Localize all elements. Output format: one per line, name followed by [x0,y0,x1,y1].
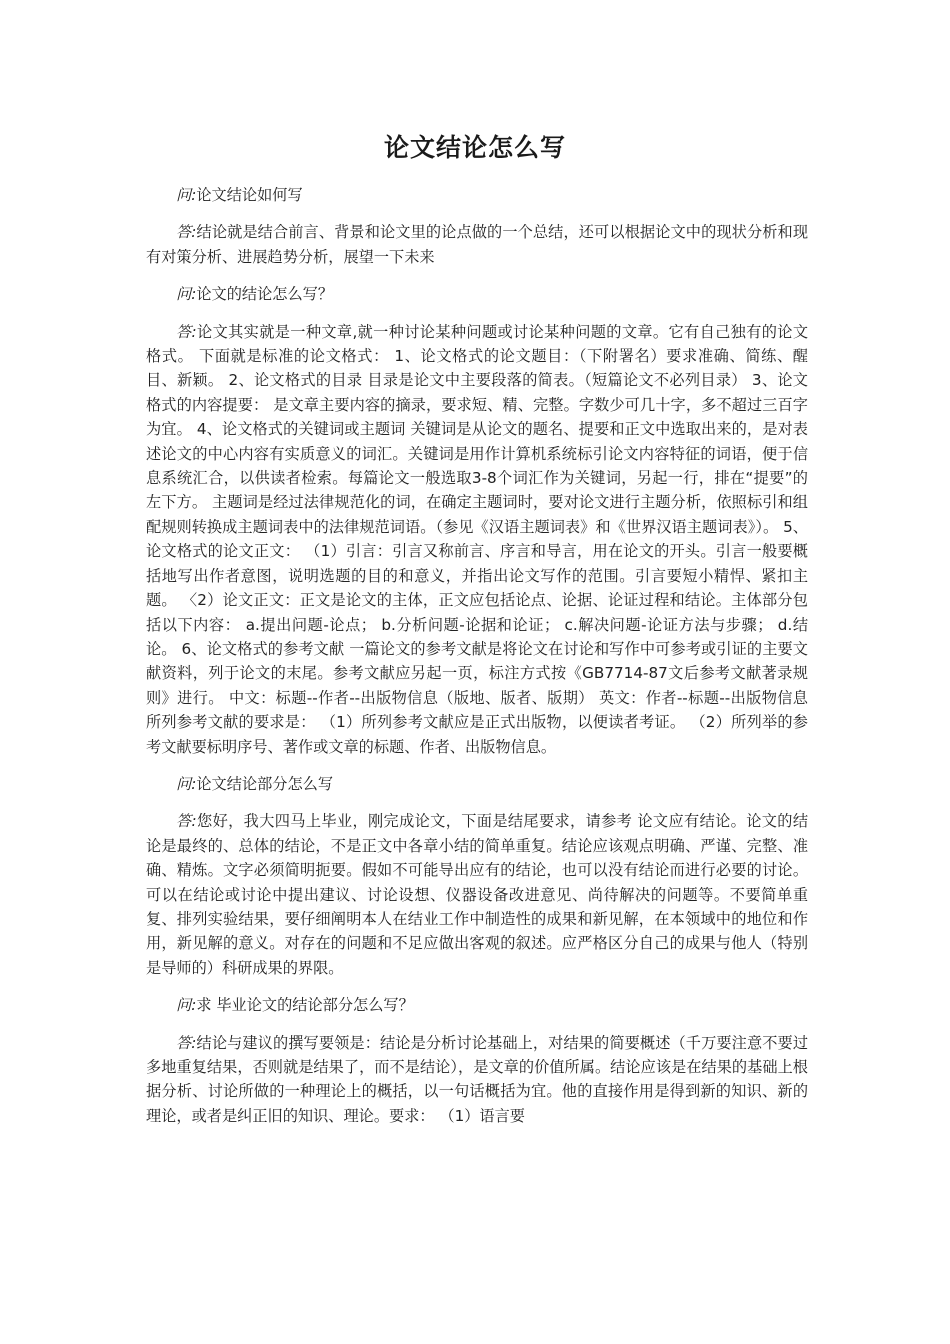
question-text: 论文的结论怎么写？ [196,285,333,304]
document-body [146,183,808,1141]
question-text: 论文结论部分怎么写 [196,774,333,793]
question-label: 问: [176,774,197,793]
question-text: 论文结论如何写 [196,186,303,204]
question-paragraph [146,772,808,796]
answer-paragraph [146,220,808,269]
document-title: 论文结论怎么写 [383,133,566,162]
answer-text: 论文其实就是一种文章,就一种讨论某种问题或讨论某种问题的文章。它有自己独有的论文格式。 下面就是标准的论文格式： 1、论文格式的论文题目：（下附署名）要求准确、简练、醒目、新颖。 2、论文格式的目录 目录是论文中主要段落的简表。（短篇论文不必列目录） 3、论文格式的内容提要： 是文章主要内容的摘录，要求短、精、完整。字数少可几十字，多不超过三百字为宜。 4、论文格式的关键词或主题词 关键词是从论文的题名、提要和正文中选取出来的，是对表述论文的中心内容有实质意义的词汇。关键词是用作计算机系统标引论文内容特征的词语，便于信息系统汇合，以供读者检索。每篇论文一般选取3-8个词汇作为关键词，另起一行，排在“提要”的左下方。 主题词是经过法律规范化的词，在确定主题词时，要对论文进行主题分析，依照标引和组配规则转换成主题词表中的法律规范词语。（参见《汉语主题词表》和《世界汉语主题词表》）。 5、论文格式的论文正文： （1）引言：引言又称前言、序言和导言，用在论文的开头。引言一般要概括地写出作者意图，说明选题的目的和意义，并指出论文写作的范围。引言要短小精悍、紧扣主题。 〈2）论文正文：正文是论文的主体，正文应包括论点、论据、论证过程和结论。主体部分包括以下内容： a.提出问题-论点； b.分析问题-论据和论证； c.解决问题-论证方法与步骤； d.结论。 6、论文格式的参考文献 一篇论文的参考文献是将论文在讨论和写作中可参考或引证的主要文献资料，列于论文的末尾。参考文献应另起一页，标注方式按《GB7714-87文后参考文献著录规则》进行。 中文：标题--作者--出版物信息（版地、版者、版期） 英文：作者--标题--出版物信息 所列参考文献的要求是： （1）所列参考文献应是正式出版物，以便读者考证。 （2）所列举的参考文献要标明序号、著作或文章的标题、作者、出版物信息。 [146,322,809,756]
answer-label: 答: [176,322,197,341]
answer-paragraph [146,809,808,980]
answer-label: 答: [176,223,197,242]
question-label: 问: [176,285,197,304]
answer-paragraph [146,1031,808,1129]
question-paragraph [146,282,808,306]
answer-label: 答: [176,1033,197,1052]
answer-label: 答: [176,812,197,831]
question-paragraph [146,183,808,207]
answer-text: 您好，我大四马上毕业，刚完成论文，下面是结尾要求，请参考 论文应有结论。论文的结论是最终的、总体的结论，不是正文中各章小结的简单重复。结论应该观点明确、严谨、完整、准确、精炼。文字必须简明扼要。假如不可能导出应有的结论，也可以没有结论而进行必要的讨论。 可以在结论或讨论中提出建议、讨论设想、仪器设备改进意见、尚待解决的问题等。不要简单重复、排列实验结果，要仔细阐明本人在结业工作中制造性的成果和新见解，在本领域中的地位和作用，新见解的意义。对存在的问题和不足应做出客观的叙述。应严格区分自己的成果与他人（特别是导师的）科研成果的界限。 [146,812,809,977]
answer-text: 结论就是结合前言、背景和论文里的论点做的一个总结，还可以根据论文中的现状分析和现有对策分析、进展趋势分析，展望一下未来 [146,223,809,266]
answer-paragraph [146,320,808,759]
answer-text: 结论与建议的撰写要领是：结论是分析讨论基础上，对结果的简要概述（千万要注意不要过多地重复结果，否则就是结果了，而不是结论），是文章的价值所属。结论应该是在结果的基础上根据分析、讨论所做的一种理论上的概括，以一句话概括为宜。他的直接作用是得到新的知识、新的理论，或者是纠正旧的知识、理论。要求： （1）语言要 [146,1033,809,1125]
question-label: 问: [176,186,197,204]
question-paragraph [146,993,808,1017]
question-text: 求 毕业论文的结论部分怎么写？ [196,996,414,1015]
question-label: 问: [176,996,197,1015]
